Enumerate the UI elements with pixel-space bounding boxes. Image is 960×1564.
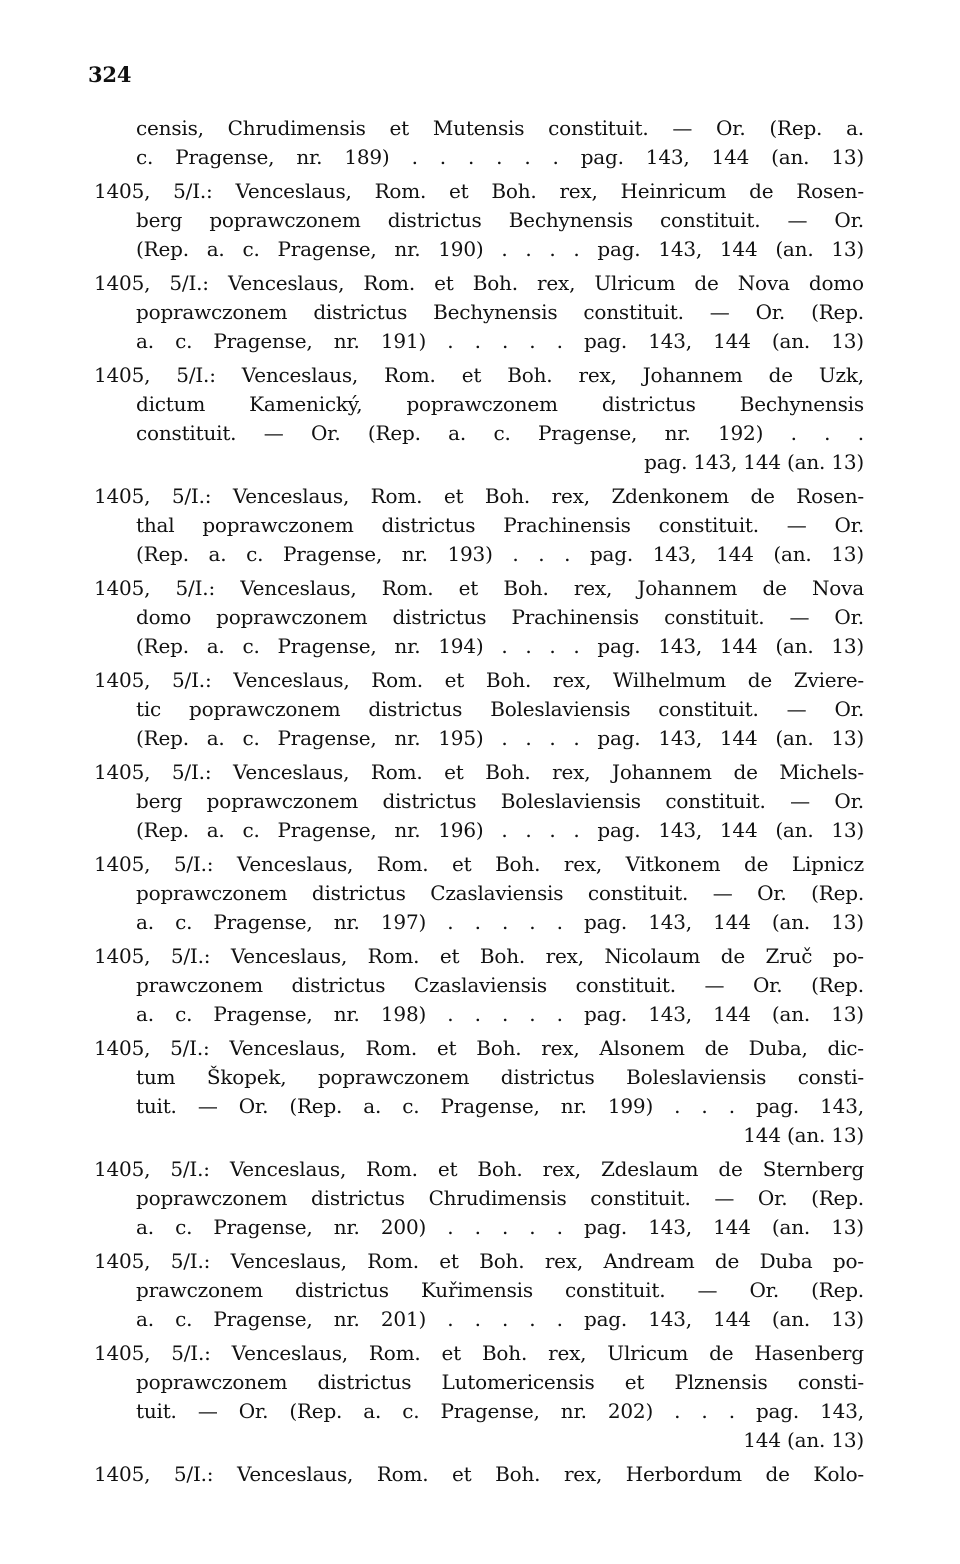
register-entry	[94, 482, 864, 569]
entry-line: 144 (an. 13)	[743, 1123, 864, 1147]
entry-line: poprawczonem districtus Lutomericensis et Plznensis consti-	[136, 1370, 864, 1394]
entry-line: (Rep. a. c. Pragense, nr. 190) . . . . pag. 143, 144 (an. 13)	[136, 237, 864, 261]
page-number: 324	[88, 62, 132, 87]
register-entry	[94, 114, 864, 172]
register-entry	[94, 1034, 864, 1150]
entry-line: domo poprawczonem districtus Prachinensis constituit. — Or.	[136, 605, 864, 629]
entry-line: tum Škopek, poprawczonem districtus Boleslaviensis consti-	[136, 1065, 864, 1089]
entry-line: constituit. — Or. (Rep. a. c. Pragense, nr. 192) . . .	[136, 421, 864, 445]
entry-line: poprawczonem districtus Chrudimensis constituit. — Or. (Rep.	[136, 1186, 864, 1210]
entry-line: 1405, 5/I.: Venceslaus, Rom. et Boh. rex, Ulricum de Nova domo	[94, 271, 864, 295]
entry-line: berg poprawczonem districtus Boleslaviensis constituit. — Or.	[136, 789, 864, 813]
entry-line: c. Pragense, nr. 189) . . . . . . pag. 143, 144 (an. 13)	[136, 145, 864, 169]
entry-line: (Rep. a. c. Pragense, nr. 194) . . . . pag. 143, 144 (an. 13)	[136, 634, 864, 658]
register-entry	[94, 758, 864, 845]
register-entry	[94, 361, 864, 477]
entry-line: 1405, 5/I.: Venceslaus, Rom. et Boh. rex, Wilhelmum de Zviere-	[94, 668, 864, 692]
entry-line: (Rep. a. c. Pragense, nr. 195) . . . . pag. 143, 144 (an. 13)	[136, 726, 864, 750]
register-entry	[94, 666, 864, 753]
entry-line: 1405, 5/I.: Venceslaus, Rom. et Boh. rex, Heinricum de Rosen-	[94, 179, 864, 203]
entry-line: 1405, 5/I.: Venceslaus, Rom. et Boh. rex, Herbordum de Kolo-	[94, 1462, 864, 1486]
entry-line: 144 (an. 13)	[743, 1428, 864, 1452]
register-entry	[94, 1339, 864, 1455]
entry-line: 1405, 5/I.: Venceslaus, Rom. et Boh. rex, Johannem de Michels-	[94, 760, 864, 784]
entry-line: 1405, 5/I.: Venceslaus, Rom. et Boh. rex, Johannem de Uzk,	[94, 363, 864, 387]
entry-line: tic poprawczonem districtus Boleslaviensis constituit. — Or.	[136, 697, 864, 721]
entry-line: 1405, 5/I.: Venceslaus, Rom. et Boh. rex, Zdenkonem de Rosen-	[94, 484, 864, 508]
register-entry	[94, 850, 864, 937]
entry-line: (Rep. a. c. Pragense, nr. 196) . . . . pag. 143, 144 (an. 13)	[136, 818, 864, 842]
entry-line: a. c. Pragense, nr. 198) . . . . . pag. 143, 144 (an. 13)	[136, 1002, 864, 1026]
entry-line: a. c. Pragense, nr. 197) . . . . . pag. 143, 144 (an. 13)	[136, 910, 864, 934]
entry-line: censis, Chrudimensis et Mutensis constituit. — Or. (Rep. a.	[136, 116, 864, 140]
entry-line: a. c. Pragense, nr. 191) . . . . . pag. 143, 144 (an. 13)	[136, 329, 864, 353]
entry-line: (Rep. a. c. Pragense, nr. 193) . . . pag. 143, 144 (an. 13)	[136, 542, 864, 566]
entry-line: prawczonem districtus Kuřimensis constituit. — Or. (Rep.	[136, 1278, 864, 1302]
entry-line: 1405, 5/I.: Venceslaus, Rom. et Boh. rex, Vitkonem de Lipnicz	[94, 852, 864, 876]
entry-line: 1405, 5/I.: Venceslaus, Rom. et Boh. rex, Nicolaum de Zruč po-	[94, 944, 864, 968]
register-entry	[94, 1247, 864, 1334]
entry-line: tuit. — Or. (Rep. a. c. Pragense, nr. 199) . . . pag. 143,	[136, 1094, 864, 1118]
entry-line: 1405, 5/I.: Venceslaus, Rom. et Boh. rex, Andream de Duba po-	[94, 1249, 864, 1273]
entry-line: berg poprawczonem districtus Bechynensis constituit. — Or.	[136, 208, 864, 232]
entry-line: a. c. Pragense, nr. 200) . . . . . pag. 143, 144 (an. 13)	[136, 1215, 864, 1239]
entry-line: 1405, 5/I.: Venceslaus, Rom. et Boh. rex, Johannem de Nova	[94, 576, 864, 600]
entry-line: dictum Kamenický, poprawczonem districtus Bechynensis	[136, 392, 864, 416]
register-entry	[94, 1155, 864, 1242]
entry-line: prawczonem districtus Czaslaviensis constituit. — Or. (Rep.	[136, 973, 864, 997]
entry-line: 1405, 5/I.: Venceslaus, Rom. et Boh. rex, Zdeslaum de Sternberg	[94, 1157, 864, 1181]
entry-line: poprawczonem districtus Bechynensis constituit. — Or. (Rep.	[136, 300, 864, 324]
entry-line: poprawczonem districtus Czaslaviensis constituit. — Or. (Rep.	[136, 881, 864, 905]
register-entry	[94, 1460, 864, 1489]
entry-line: a. c. Pragense, nr. 201) . . . . . pag. 143, 144 (an. 13)	[136, 1307, 864, 1331]
entry-line: 1405, 5/I.: Venceslaus, Rom. et Boh. rex, Ulricum de Hasenberg	[94, 1341, 864, 1365]
entry-line: tuit. — Or. (Rep. a. c. Pragense, nr. 202) . . . pag. 143,	[136, 1399, 864, 1423]
entry-line: 1405, 5/I.: Venceslaus, Rom. et Boh. rex, Alsonem de Duba, dic-	[94, 1036, 864, 1060]
register-entries	[94, 114, 864, 1494]
register-entry	[94, 574, 864, 661]
register-entry	[94, 177, 864, 264]
entry-line: thal poprawczonem districtus Prachinensis constituit. — Or.	[136, 513, 864, 537]
entry-line: pag. 143, 144 (an. 13)	[644, 450, 864, 474]
register-entry	[94, 942, 864, 1029]
register-entry	[94, 269, 864, 356]
